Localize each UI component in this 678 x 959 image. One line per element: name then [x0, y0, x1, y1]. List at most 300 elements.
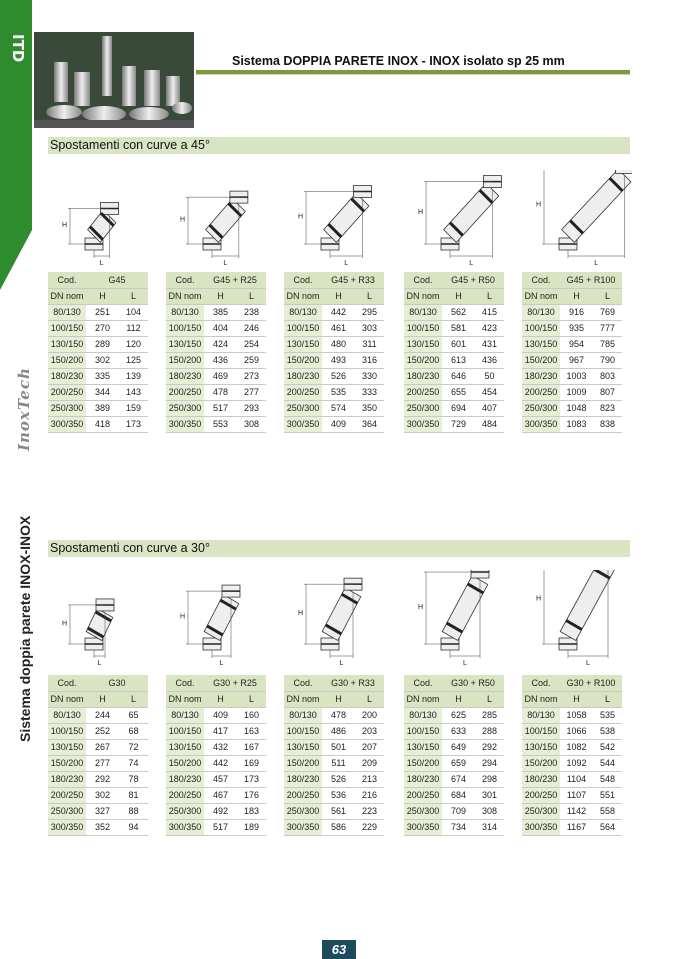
dn-cell: 80/130 [48, 707, 86, 723]
h-cell: 535 [322, 384, 355, 400]
l-cell: 277 [237, 384, 266, 400]
column-header-l: L [593, 691, 622, 707]
l-cell: 350 [355, 400, 384, 416]
dn-cell: 180/230 [522, 368, 560, 384]
table-row [522, 739, 622, 755]
dn-cell: 100/150 [48, 320, 86, 336]
h-cell: 1082 [560, 739, 593, 755]
table-row [166, 320, 266, 336]
dimension-label-h: H [298, 610, 304, 618]
dn-cell: 180/230 [48, 771, 86, 787]
table-row [284, 707, 384, 723]
table-row [48, 723, 148, 739]
column-header-h: H [86, 691, 119, 707]
h-cell: 469 [204, 368, 237, 384]
dn-cell: 200/250 [284, 384, 322, 400]
dn-cell: 80/130 [522, 707, 560, 723]
l-cell: 273 [237, 368, 266, 384]
product-code: G45 + R33 [322, 272, 384, 288]
table-row [284, 771, 384, 787]
offset-diagram-g30-r100 [532, 570, 632, 670]
h-cell: 526 [322, 368, 355, 384]
h-cell: 424 [204, 336, 237, 352]
l-cell: 104 [119, 304, 148, 320]
dimension-label-l: L [463, 660, 467, 667]
inoxtech-logo: InoxTech [15, 367, 33, 451]
h-cell: 536 [322, 787, 355, 803]
dn-cell: 250/300 [522, 400, 560, 416]
product-code: G45 [86, 272, 148, 288]
dimension-table-g45-r50 [404, 272, 504, 433]
column-header-dn: DN nom [522, 691, 560, 707]
table-row [404, 707, 504, 723]
l-cell: 72 [119, 739, 148, 755]
table-row [166, 755, 266, 771]
cod-label: Cod. [48, 675, 86, 691]
h-cell: 655 [442, 384, 475, 400]
l-cell: 431 [475, 336, 504, 352]
dn-cell: 100/150 [166, 320, 204, 336]
dn-cell: 180/230 [284, 771, 322, 787]
l-cell: 65 [119, 707, 148, 723]
l-cell: 769 [593, 304, 622, 320]
table-row [166, 787, 266, 803]
table-row [404, 304, 504, 320]
h-cell: 1092 [560, 755, 593, 771]
l-cell: 176 [237, 787, 266, 803]
column-header-h: H [86, 288, 119, 304]
l-cell: 223 [355, 803, 384, 819]
h-cell: 954 [560, 336, 593, 352]
l-cell: 785 [593, 336, 622, 352]
dn-cell: 250/300 [48, 803, 86, 819]
dn-cell: 100/150 [522, 320, 560, 336]
offset-diagram-g45-r50 [414, 170, 514, 270]
h-cell: 270 [86, 320, 119, 336]
dn-cell: 200/250 [522, 787, 560, 803]
h-cell: 302 [86, 352, 119, 368]
l-cell: 94 [119, 819, 148, 835]
l-cell: 246 [237, 320, 266, 336]
dn-cell: 150/200 [166, 352, 204, 368]
l-cell: 159 [119, 400, 148, 416]
column-header-l: L [119, 288, 148, 304]
dn-cell: 130/150 [48, 739, 86, 755]
table-row [284, 819, 384, 835]
table-row [522, 723, 622, 739]
h-cell: 694 [442, 400, 475, 416]
l-cell: 308 [237, 416, 266, 432]
l-cell: 163 [237, 723, 266, 739]
l-cell: 88 [119, 803, 148, 819]
h-cell: 649 [442, 739, 475, 755]
table-row [48, 819, 148, 835]
h-cell: 493 [322, 352, 355, 368]
h-cell: 709 [442, 803, 475, 819]
l-cell: 436 [475, 352, 504, 368]
table-row [284, 320, 384, 336]
dn-cell: 80/130 [404, 707, 442, 723]
dn-cell: 300/350 [522, 416, 560, 432]
offset-diagram-g30-r33 [294, 570, 394, 670]
l-cell: 183 [237, 803, 266, 819]
dn-cell: 150/200 [284, 352, 322, 368]
dn-cell: 100/150 [404, 723, 442, 739]
dimension-label-l: L [339, 660, 344, 667]
h-cell: 581 [442, 320, 475, 336]
cod-label: Cod. [404, 272, 442, 288]
dn-cell: 130/150 [284, 336, 322, 352]
column-header-h: H [560, 288, 593, 304]
dn-cell: 250/300 [522, 803, 560, 819]
table-row [522, 400, 622, 416]
h-cell: 674 [442, 771, 475, 787]
dn-cell: 250/300 [48, 400, 86, 416]
dimension-table-g45-r33 [284, 272, 384, 433]
l-cell: 311 [355, 336, 384, 352]
offset-diagram-g45-r100 [532, 170, 632, 270]
dn-cell: 130/150 [404, 739, 442, 755]
dn-cell: 150/200 [48, 352, 86, 368]
l-cell: 314 [475, 819, 504, 835]
dimension-table-g30-r50 [404, 675, 504, 836]
column-header-dn: DN nom [284, 691, 322, 707]
dimension-label-h: H [418, 604, 424, 612]
dn-cell: 180/230 [166, 771, 204, 787]
cod-label: Cod. [166, 675, 204, 691]
h-cell: 335 [86, 368, 119, 384]
dn-cell: 150/200 [284, 755, 322, 771]
l-cell: 790 [593, 352, 622, 368]
l-cell: 203 [355, 723, 384, 739]
table-row [404, 336, 504, 352]
table-row [522, 771, 622, 787]
offset-diagram-g30 [58, 570, 158, 670]
dimension-table-g30-r100 [522, 675, 622, 836]
dn-cell: 130/150 [166, 739, 204, 755]
table-row [522, 787, 622, 803]
dimension-label-l: L [223, 260, 228, 267]
h-cell: 1009 [560, 384, 593, 400]
table-row [284, 400, 384, 416]
table-row [166, 707, 266, 723]
dn-cell: 80/130 [166, 304, 204, 320]
h-cell: 646 [442, 368, 475, 384]
l-cell: 838 [593, 416, 622, 432]
cod-label: Cod. [166, 272, 204, 288]
h-cell: 1167 [560, 819, 593, 835]
dn-cell: 300/350 [48, 819, 86, 835]
table-row [404, 739, 504, 755]
table-row [48, 400, 148, 416]
h-cell: 734 [442, 819, 475, 835]
table-row [284, 336, 384, 352]
cod-label: Cod. [404, 675, 442, 691]
dn-cell: 250/300 [284, 400, 322, 416]
table-row [404, 368, 504, 384]
dn-cell: 150/200 [522, 755, 560, 771]
l-cell: 68 [119, 723, 148, 739]
l-cell: 303 [355, 320, 384, 336]
table-row [284, 304, 384, 320]
dn-cell: 250/300 [284, 803, 322, 819]
dimension-label-h: H [62, 222, 68, 230]
l-cell: 189 [237, 819, 266, 835]
dn-cell: 300/350 [404, 819, 442, 835]
dn-cell: 100/150 [522, 723, 560, 739]
column-header-l: L [355, 288, 384, 304]
dn-cell: 80/130 [404, 304, 442, 320]
dn-cell: 250/300 [404, 803, 442, 819]
dn-cell: 80/130 [284, 707, 322, 723]
h-cell: 526 [322, 771, 355, 787]
table-row [48, 755, 148, 771]
l-cell: 259 [237, 352, 266, 368]
column-header-dn: DN nom [284, 288, 322, 304]
h-cell: 1066 [560, 723, 593, 739]
dn-cell: 180/230 [284, 368, 322, 384]
h-cell: 601 [442, 336, 475, 352]
dn-cell: 200/250 [522, 384, 560, 400]
table-row [166, 739, 266, 755]
h-cell: 251 [86, 304, 119, 320]
h-cell: 436 [204, 352, 237, 368]
dimension-table-g45-r100 [522, 272, 622, 433]
dn-cell: 150/200 [48, 755, 86, 771]
dn-cell: 130/150 [284, 739, 322, 755]
h-cell: 492 [204, 803, 237, 819]
product-code: G45 + R100 [560, 272, 622, 288]
table-row [404, 416, 504, 432]
table-row [48, 384, 148, 400]
table-row [166, 803, 266, 819]
cod-label: Cod. [48, 272, 86, 288]
column-header-l: L [237, 288, 266, 304]
dn-cell: 250/300 [166, 803, 204, 819]
dn-cell: 80/130 [284, 304, 322, 320]
column-header-dn: DN nom [166, 691, 204, 707]
dn-cell: 150/200 [404, 352, 442, 368]
l-cell: 143 [119, 384, 148, 400]
l-cell: 484 [475, 416, 504, 432]
dimension-label-h: H [298, 213, 304, 221]
dn-cell: 250/300 [404, 400, 442, 416]
dn-cell: 180/230 [48, 368, 86, 384]
h-cell: 478 [322, 707, 355, 723]
h-cell: 244 [86, 707, 119, 723]
l-cell: 333 [355, 384, 384, 400]
table-row [404, 723, 504, 739]
column-header-dn: DN nom [404, 288, 442, 304]
dn-cell: 150/200 [166, 755, 204, 771]
column-header-l: L [593, 288, 622, 304]
table-row [522, 707, 622, 723]
l-cell: 120 [119, 336, 148, 352]
column-header-dn: DN nom [404, 691, 442, 707]
l-cell: 167 [237, 739, 266, 755]
dn-cell: 130/150 [522, 336, 560, 352]
dimension-label-h: H [62, 620, 68, 628]
column-header-h: H [322, 288, 355, 304]
dn-cell: 100/150 [166, 723, 204, 739]
dn-cell: 200/250 [166, 384, 204, 400]
h-cell: 409 [204, 707, 237, 723]
h-cell: 385 [204, 304, 237, 320]
h-cell: 404 [204, 320, 237, 336]
l-cell: 74 [119, 755, 148, 771]
table-row [522, 304, 622, 320]
l-cell: 173 [119, 416, 148, 432]
dn-cell: 150/200 [404, 755, 442, 771]
h-cell: 553 [204, 416, 237, 432]
l-cell: 308 [475, 803, 504, 819]
h-cell: 442 [322, 304, 355, 320]
h-cell: 562 [442, 304, 475, 320]
h-cell: 480 [322, 336, 355, 352]
product-photo [34, 32, 194, 128]
h-cell: 625 [442, 707, 475, 723]
table-row [404, 384, 504, 400]
table-row [166, 400, 266, 416]
l-cell: 125 [119, 352, 148, 368]
h-cell: 1104 [560, 771, 593, 787]
l-cell: 316 [355, 352, 384, 368]
dn-cell: 200/250 [48, 384, 86, 400]
l-cell: 542 [593, 739, 622, 755]
l-cell: 207 [355, 739, 384, 755]
dn-cell: 100/150 [404, 320, 442, 336]
product-code: G30 + R100 [560, 675, 622, 691]
h-cell: 457 [204, 771, 237, 787]
h-cell: 409 [322, 416, 355, 432]
h-cell: 586 [322, 819, 355, 835]
column-header-l: L [237, 691, 266, 707]
brand-tab-letters: ITD [9, 34, 27, 63]
h-cell: 561 [322, 803, 355, 819]
dn-cell: 150/200 [522, 352, 560, 368]
l-cell: 415 [475, 304, 504, 320]
dimension-label-l: L [586, 660, 590, 667]
table-row [522, 336, 622, 352]
table-row [166, 771, 266, 787]
offset-diagram-g45-r33 [294, 170, 394, 270]
dimension-label-l: L [97, 660, 102, 667]
table-row [404, 400, 504, 416]
dn-cell: 300/350 [166, 819, 204, 835]
column-header-l: L [355, 691, 384, 707]
column-header-dn: DN nom [48, 691, 86, 707]
column-header-h: H [442, 288, 475, 304]
h-cell: 418 [86, 416, 119, 432]
table-row [48, 368, 148, 384]
l-cell: 229 [355, 819, 384, 835]
table-row [166, 336, 266, 352]
dimension-label-h: H [418, 208, 424, 216]
table-row [522, 368, 622, 384]
h-cell: 302 [86, 787, 119, 803]
h-cell: 478 [204, 384, 237, 400]
l-cell: 301 [475, 787, 504, 803]
l-cell: 298 [475, 771, 504, 787]
column-header-h: H [322, 691, 355, 707]
h-cell: 1083 [560, 416, 593, 432]
l-cell: 254 [237, 336, 266, 352]
h-cell: 633 [442, 723, 475, 739]
table-row [522, 320, 622, 336]
offset-diagram-g45-r25 [176, 170, 276, 270]
h-cell: 486 [322, 723, 355, 739]
dn-cell: 100/150 [284, 723, 322, 739]
h-cell: 574 [322, 400, 355, 416]
offset-diagram-g45 [58, 170, 158, 270]
column-header-l: L [475, 691, 504, 707]
table-row [284, 352, 384, 368]
table-row [404, 787, 504, 803]
l-cell: 200 [355, 707, 384, 723]
column-header-h: H [442, 691, 475, 707]
h-cell: 389 [86, 400, 119, 416]
h-cell: 252 [86, 723, 119, 739]
table-row [166, 304, 266, 320]
h-cell: 729 [442, 416, 475, 432]
dn-cell: 300/350 [522, 819, 560, 835]
table-row [522, 384, 622, 400]
table-row [48, 771, 148, 787]
dn-cell: 130/150 [404, 336, 442, 352]
h-cell: 1107 [560, 787, 593, 803]
column-header-h: H [204, 288, 237, 304]
h-cell: 511 [322, 755, 355, 771]
l-cell: 807 [593, 384, 622, 400]
dimension-table-g30-r25 [166, 675, 266, 836]
table-row [404, 771, 504, 787]
l-cell: 209 [355, 755, 384, 771]
table-row [166, 384, 266, 400]
product-code: G30 [86, 675, 148, 691]
product-code: G30 + R50 [442, 675, 504, 691]
h-cell: 684 [442, 787, 475, 803]
table-row [166, 723, 266, 739]
dimension-label-l: L [344, 260, 349, 267]
table-row [48, 352, 148, 368]
dn-cell: 180/230 [404, 771, 442, 787]
l-cell: 364 [355, 416, 384, 432]
dimension-label-h: H [180, 613, 186, 621]
h-cell: 967 [560, 352, 593, 368]
dn-cell: 80/130 [48, 304, 86, 320]
h-cell: 1003 [560, 368, 593, 384]
h-cell: 613 [442, 352, 475, 368]
l-cell: 558 [593, 803, 622, 819]
product-code: G45 + R50 [442, 272, 504, 288]
h-cell: 344 [86, 384, 119, 400]
cod-label: Cod. [522, 675, 560, 691]
column-header-h: H [560, 691, 593, 707]
h-cell: 461 [322, 320, 355, 336]
l-cell: 50 [475, 368, 504, 384]
table-row [48, 787, 148, 803]
l-cell: 407 [475, 400, 504, 416]
table-row [522, 352, 622, 368]
dn-cell: 300/350 [166, 416, 204, 432]
product-code: G30 + R33 [322, 675, 384, 691]
dn-cell: 200/250 [404, 787, 442, 803]
dimension-table-g45 [48, 272, 148, 433]
l-cell: 139 [119, 368, 148, 384]
h-cell: 267 [86, 739, 119, 755]
dn-cell: 200/250 [284, 787, 322, 803]
h-cell: 659 [442, 755, 475, 771]
